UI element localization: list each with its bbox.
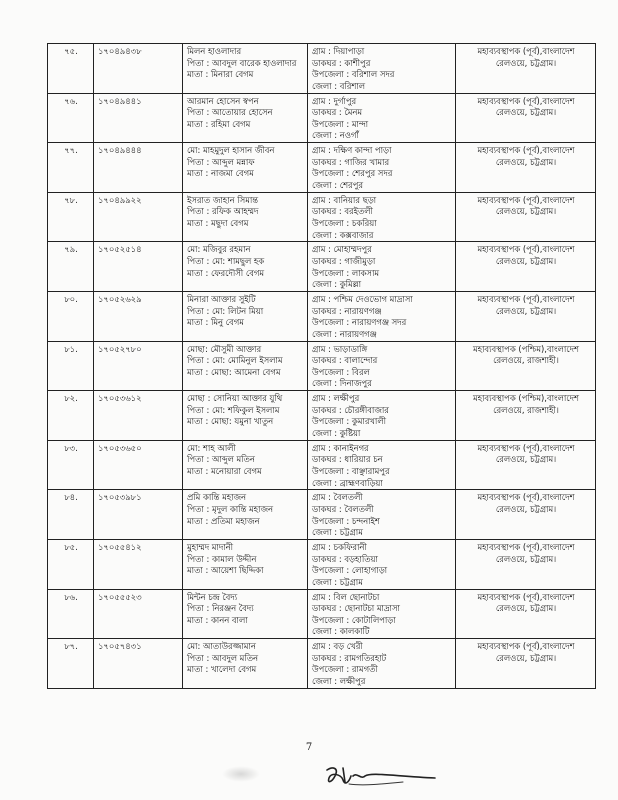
cell-text-father: পিতা : মো: মোমিনুল ইসলাম <box>187 355 283 366</box>
cell-text-office2: রেলওয়ে, রাজশাহী। <box>493 355 559 366</box>
cell-text-office1: মহাব্যবস্থাপক (পশ্চিম),বাংলাদেশ <box>472 343 580 354</box>
cell-text-id: ১৭০৫৫৫২৩ <box>98 591 142 602</box>
cell-text-post: ডাকঘর : গাজির খামার <box>312 156 390 167</box>
office-cell <box>456 539 596 589</box>
cell-text-district: জেলা : নওগাঁ <box>312 130 359 141</box>
address-cell <box>308 242 456 292</box>
cell-text-office2: রেলওয়ে, চট্টগ্রাম। <box>495 305 557 316</box>
candidate-table-body <box>48 44 596 689</box>
cell-text-office2: রেলওয়ে, চট্টগ্রাম। <box>495 652 557 663</box>
page-number: 7 <box>305 742 313 753</box>
cell-text-upazila: উপজেলা : লোহাগাড়া <box>312 565 388 576</box>
cell-text-mother: মাতা : মছুদা বেগম <box>187 217 249 228</box>
cell-text-office2: রেলওয়ে, চট্টগ্রাম। <box>495 553 557 564</box>
name-parents-cell <box>183 539 308 589</box>
cell-text-village: গ্রাম : পশ্চিম দেওভোগ মাদ্রাসা <box>312 293 413 304</box>
cell-text-mother: মাতা : ফেরদৌসী বেগম <box>187 267 265 278</box>
name-parents-cell <box>183 93 308 143</box>
cell-text-name: মিলন হাওলাদার <box>187 46 242 56</box>
cell-text-mother: মাতা : মিনু বেগম <box>187 317 244 328</box>
cell-text-district: জেলা : শেরপুর <box>312 179 363 190</box>
cell-text-id: ১৭০৪৯৪৪৪ <box>98 145 142 156</box>
serial-cell <box>48 539 94 589</box>
cell-text-name: মোছা: মৌসুমী আক্তার <box>187 343 262 354</box>
table-row <box>48 589 596 639</box>
cell-text-post: ডাকঘর : বরইতলী <box>312 206 373 217</box>
ink-smudge <box>222 766 260 782</box>
cell-text-upazila: উপজেলা : চকরিয়া <box>312 217 377 228</box>
serial-cell <box>48 391 94 441</box>
candidate-table <box>47 43 596 689</box>
cell-text-mother: মাতা : রহিমা বেগম <box>187 118 251 129</box>
cell-text-office1: মহাব্যবস্থাপক (পূর্ব),বাংলাদেশ <box>477 194 575 205</box>
cell-text-village: গ্রাম : চকফিরানী <box>312 541 367 552</box>
cell-text-office2: রেলওয়ে, চট্টগ্রাম। <box>495 503 557 514</box>
cell-text-id: ১৭০৪৯৪৪১ <box>98 95 142 106</box>
cell-text-mother: মাতা : প্রতিমা মহাজন <box>187 515 260 526</box>
roll-number-cell <box>94 44 183 94</box>
office-cell <box>456 391 596 441</box>
cell-text-father: পিতা : আতোয়ার হোসেন <box>187 107 273 118</box>
cell-text-name: মো: শাহ আলী <box>187 442 236 453</box>
name-parents-cell <box>183 391 308 441</box>
name-parents-cell <box>183 143 308 193</box>
cell-text-name: মো: মজিবুর রহমান <box>187 244 251 255</box>
cell-text-mother: মাতা : মোছা: যমুনা খাতুন <box>187 416 274 427</box>
cell-text-office2: রেলওয়ে, চট্টগ্রাম। <box>495 57 557 68</box>
cell-text-office1: মহাব্যবস্থাপক (পূর্ব),বাংলাদেশ <box>477 46 575 56</box>
cell-text-mother: মাতা : আয়েশা ছিদ্দিকা <box>187 565 264 576</box>
cell-text-post: ডাকঘর : বালান্দোর <box>312 355 378 366</box>
table-row <box>48 391 596 441</box>
table-row <box>48 93 596 143</box>
cell-text-id: ১৭০৫২৬২৯ <box>98 293 142 304</box>
cell-text-office1: মহাব্যবস্থাপক (পূর্ব),বাংলাদেশ <box>477 244 575 255</box>
cell-text-upazila: উপজেলা : রামগতী <box>312 664 378 675</box>
office-cell <box>456 242 596 292</box>
cell-text-sl: ৮২. <box>64 393 78 404</box>
cell-text-district: জেলা : বরিশাল <box>312 80 365 91</box>
cell-text-office1: মহাব্যবস্থাপক (পূর্ব),বাংলাদেশ <box>477 95 575 106</box>
cell-text-post: ডাকঘর : চৌরঙ্গীবাজার <box>312 404 389 415</box>
cell-text-mother: মাতা : নাজমা বেগম <box>187 168 254 179</box>
roll-number-cell <box>94 440 183 490</box>
cell-text-upazila: উপজেলা : বরিশাল সদর <box>312 69 395 80</box>
cell-text-village: গ্রাম : কানাইনগর <box>312 442 369 453</box>
cell-text-upazila: উপজেলা : লাকসাম <box>312 267 380 278</box>
address-cell <box>308 639 456 689</box>
roll-number-cell <box>94 192 183 242</box>
cell-text-father: পিতা : মৃদুল কান্তি মহাজন <box>187 503 273 514</box>
cell-text-office2: রেলওয়ে, চট্টগ্রাম। <box>495 603 557 614</box>
cell-text-sl: ৭৭. <box>64 145 78 156</box>
cell-text-sl: ৮৪. <box>64 492 78 503</box>
address-cell <box>308 589 456 639</box>
cell-text-sl: ৮৩. <box>64 442 78 453</box>
name-parents-cell <box>183 44 308 94</box>
cell-text-office2: রেলওয়ে, চট্টগ্রাম। <box>495 454 557 465</box>
serial-cell <box>48 589 94 639</box>
cell-text-village: গ্রাম : দক্ষিণ কান্দা পাড়া <box>312 145 392 156</box>
table-row <box>48 341 596 391</box>
cell-text-name: ইসরাত জাহান সিমান্ত <box>187 194 259 205</box>
cell-text-village: গ্রাম : বানিয়ার ছড়া <box>312 194 377 205</box>
cell-text-post: ডাকঘর : মৈনম <box>312 107 363 118</box>
cell-text-father: পিতা : আবদুল বারেক হাওলাদার <box>187 57 297 68</box>
cell-text-name: আরমান হোসেন স্বপন <box>187 95 259 106</box>
serial-cell <box>48 490 94 540</box>
cell-text-district: জেলা : কুমিল্লা <box>312 279 361 290</box>
cell-text-office1: মহাব্যবস্থাপক (পূর্ব),বাংলাদেশ <box>477 492 575 503</box>
office-cell <box>456 192 596 242</box>
serial-cell <box>48 192 94 242</box>
roll-number-cell <box>94 639 183 689</box>
roll-number-cell <box>94 291 183 341</box>
cell-text-office1: মহাব্যবস্থাপক (পশ্চিম),বাংলাদেশ <box>472 393 580 404</box>
cell-text-father: পিতা : রফিক আহম্মদ <box>187 206 259 217</box>
cell-text-office2: রেলওয়ে, চট্টগ্রাম। <box>495 206 557 217</box>
cell-text-district: জেলা : কুষ্টিয়া <box>312 427 361 438</box>
cell-text-sl: ৮৬. <box>64 591 78 602</box>
cell-text-district: জেলা : কক্সবাজার <box>312 229 374 240</box>
address-cell <box>308 341 456 391</box>
cell-text-name: মিন্টন চন্দ্র বৈদ্য <box>187 591 238 602</box>
cell-text-father: পিতা : আব্দুল মন্নাফ <box>187 156 255 167</box>
cell-text-office1: মহাব্যবস্থাপক (পূর্ব),বাংলাদেশ <box>477 541 575 552</box>
cell-text-upazila: উপজেলা : চন্দনাইশ <box>312 515 380 526</box>
name-parents-cell <box>183 639 308 689</box>
cell-text-id: ১৭০৫৩৬১২ <box>98 393 142 404</box>
cell-text-father: পিতা : আব্দুল মতিন <box>187 454 255 465</box>
cell-text-mother: মাতা : মনোয়ারা বেগম <box>187 465 262 476</box>
cell-text-office2: রেলওয়ে, রাজশাহী। <box>493 404 559 415</box>
address-cell <box>308 291 456 341</box>
office-cell <box>456 589 596 639</box>
address-cell <box>308 44 456 94</box>
address-cell <box>308 143 456 193</box>
address-cell <box>308 539 456 589</box>
cell-text-district: জেলা : চট্টগ্রাম <box>312 576 363 587</box>
serial-cell <box>48 93 94 143</box>
cell-text-mother: মাতা : কানন বালা <box>187 614 248 625</box>
serial-cell <box>48 440 94 490</box>
cell-text-father: পিতা : কামাল উদ্দীন <box>187 553 257 564</box>
address-cell <box>308 391 456 441</box>
roll-number-cell <box>94 539 183 589</box>
cell-text-name: মো: মাহমুদুল হাসান জীবন <box>187 145 275 156</box>
cell-text-post: ডাকঘর : নারায়ণগঞ্জ <box>312 305 382 316</box>
cell-text-office1: মহাব্যবস্থাপক (পূর্ব),বাংলাদেশ <box>477 293 575 304</box>
name-parents-cell <box>183 291 308 341</box>
office-cell <box>456 143 596 193</box>
cell-text-sl: ৭৯. <box>64 244 78 255</box>
cell-text-village: গ্রাম : বৈলতলী <box>312 492 363 503</box>
roll-number-cell <box>94 242 183 292</box>
cell-text-office1: মহাব্যবস্থাপক (পূর্ব),বাংলাদেশ <box>477 442 575 453</box>
address-cell <box>308 192 456 242</box>
cell-text-office2: রেলওয়ে, চট্টগ্রাম। <box>495 107 557 118</box>
name-parents-cell <box>183 192 308 242</box>
address-cell <box>308 93 456 143</box>
table-row <box>48 143 596 193</box>
serial-cell <box>48 639 94 689</box>
cell-text-id: ১৭০৫৩৯৮১ <box>98 492 142 503</box>
cell-text-post: ডাকঘর : ছোনাটচা মাদ্রাসা <box>312 603 400 614</box>
cell-text-upazila: উপজেলা : নারায়ণগঞ্জ সদর <box>312 317 407 328</box>
cell-text-office1: মহাব্যবস্থাপক (পূর্ব),বাংলাদেশ <box>477 145 575 156</box>
cell-text-father: পিতা : আবদুল মতিন <box>187 652 259 663</box>
cell-text-id: ১৭০৫৩৬৫০ <box>98 442 142 453</box>
cell-text-office1: মহাব্যবস্থাপক (পূর্ব),বাংলাদেশ <box>477 641 575 652</box>
cell-text-mother: মাতা : খালেদা বেগম <box>187 664 257 675</box>
cell-text-village: গ্রাম : দিয়াপাড়া <box>312 46 365 56</box>
table-row <box>48 539 596 589</box>
serial-cell <box>48 291 94 341</box>
cell-text-sl: ৭৮. <box>64 194 78 205</box>
cell-text-district: জেলা : কালকাটি <box>312 626 370 637</box>
name-parents-cell <box>183 589 308 639</box>
roll-number-cell <box>94 93 183 143</box>
cell-text-id: ১৭০৫৫৪১২ <box>98 541 142 552</box>
cell-text-sl: ৮১. <box>64 343 78 354</box>
serial-cell <box>48 143 94 193</box>
cell-text-post: ডাকঘর : ধারিয়ার চন <box>312 454 383 465</box>
roll-number-cell <box>94 490 183 540</box>
cell-text-village: গ্রাম : ভাড়াডাঙ্গি <box>312 343 368 354</box>
cell-text-name: মোছা : সোনিয়া আক্তার যুথি <box>187 393 283 404</box>
cell-text-sl: ৮৫. <box>64 541 78 552</box>
office-cell <box>456 639 596 689</box>
roll-number-cell <box>94 589 183 639</box>
office-cell <box>456 341 596 391</box>
roll-number-cell <box>94 143 183 193</box>
cell-text-district: জেলা : নারায়ণগঞ্জ <box>312 328 377 339</box>
cell-text-father: পিতা : মো: লিটন মিয়া <box>187 305 264 316</box>
table-row <box>48 291 596 341</box>
name-parents-cell <box>183 490 308 540</box>
cell-text-id: ১৭০৫২৭৮০ <box>98 343 142 354</box>
table-row <box>48 639 596 689</box>
table-row <box>48 242 596 292</box>
name-parents-cell <box>183 341 308 391</box>
cell-text-father: পিতা : মো: শামছুল হক <box>187 255 265 266</box>
cell-text-id: ১৭০৪৯৪৩৮ <box>98 46 142 56</box>
cell-text-village: গ্রাম : লক্ষীপুর <box>312 393 360 404</box>
cell-text-mother: মাতা : মিনারা বেগম <box>187 69 254 80</box>
cell-text-district: জেলা : দিনাজপুর <box>312 378 372 389</box>
office-cell <box>456 490 596 540</box>
cell-text-sl: ৮০. <box>64 293 78 304</box>
office-cell <box>456 440 596 490</box>
cell-text-father: পিতা : মো: শফিকুল ইসলাম <box>187 404 280 415</box>
cell-text-upazila: উপজেলা : মান্দা <box>312 118 369 129</box>
serial-cell <box>48 242 94 292</box>
office-cell <box>456 93 596 143</box>
cell-text-post: ডাকঘর : গাজীমুড়া <box>312 255 376 266</box>
signature-mark <box>323 762 443 792</box>
cell-text-post: ডাকঘর : কাশীপুর <box>312 57 371 68</box>
cell-text-village: গ্রাম : মোহাম্মদপুর <box>312 244 372 255</box>
address-cell <box>308 440 456 490</box>
office-cell <box>456 291 596 341</box>
cell-text-office2: রেলওয়ে, চট্টগ্রাম। <box>495 156 557 167</box>
cell-text-village: গ্রাম : দুর্গাপুর <box>312 95 357 106</box>
cell-text-name: মিনারা আক্তার সুইটি <box>187 293 256 304</box>
table-row <box>48 44 596 94</box>
cell-text-village: গ্রাম : বিল ছোনাটচা <box>312 591 380 602</box>
roll-number-cell <box>94 391 183 441</box>
cell-text-upazila: উপজেলা : শেরপুর সদর <box>312 168 393 179</box>
table-row <box>48 192 596 242</box>
cell-text-office1: মহাব্যবস্থাপক (পূর্ব),বাংলাদেশ <box>477 591 575 602</box>
cell-text-upazila: উপজেলা : বিরল <box>312 366 370 377</box>
cell-text-district: জেলা : চট্টগ্রাম <box>312 527 363 538</box>
table-row <box>48 490 596 540</box>
cell-text-upazila: উপজেলা : কুমারখালী <box>312 416 386 427</box>
cell-text-id: ১৭০৫৭৪৩১ <box>98 641 142 652</box>
name-parents-cell <box>183 440 308 490</box>
cell-text-name: মুহাম্মদ মাদানী <box>187 541 234 552</box>
cell-text-office2: রেলওয়ে, চট্টগ্রাম। <box>495 255 557 266</box>
name-parents-cell <box>183 242 308 292</box>
cell-text-upazila: উপজেলা : বাঞ্ছারামপুর <box>312 465 390 476</box>
cell-text-id: ১৭০৫২৫১৪ <box>98 244 142 255</box>
cell-text-name: মো: আতাউরজ্জামান <box>187 641 256 652</box>
cell-text-sl: ৭৫. <box>64 46 78 56</box>
cell-text-district: জেলা : ব্রাহ্মণবাড়িয়া <box>312 477 383 488</box>
cell-text-sl: ৮৭. <box>64 641 78 652</box>
cell-text-father: পিতা : নিরঞ্জন বৈদ্য <box>187 603 254 614</box>
serial-cell <box>48 341 94 391</box>
cell-text-post: ডাকঘর : বৈলতলী <box>312 503 374 514</box>
cell-text-post: ডাকঘর : রামগতিরহাট <box>312 652 387 663</box>
serial-cell <box>48 44 94 94</box>
table-row <box>48 440 596 490</box>
cell-text-village: গ্রাম : বড় খেরী <box>312 641 363 652</box>
cell-text-id: ১৭০৪৯৯২২ <box>98 194 142 205</box>
office-cell <box>456 44 596 94</box>
cell-text-upazila: উপজেলা : কোটালিপাড়া <box>312 614 396 625</box>
cell-text-district: জেলা : লক্ষীপুর <box>312 675 366 686</box>
address-cell <box>308 490 456 540</box>
roll-number-cell <box>94 341 183 391</box>
cell-text-mother: মাতা : মোছা: আমেনা বেগম <box>187 366 281 377</box>
cell-text-post: ডাকঘর : বড়হাতিয়া <box>312 553 378 564</box>
cell-text-sl: ৭৬. <box>64 95 78 106</box>
cell-text-name: প্রমি কান্তি মহাজন <box>187 492 247 503</box>
